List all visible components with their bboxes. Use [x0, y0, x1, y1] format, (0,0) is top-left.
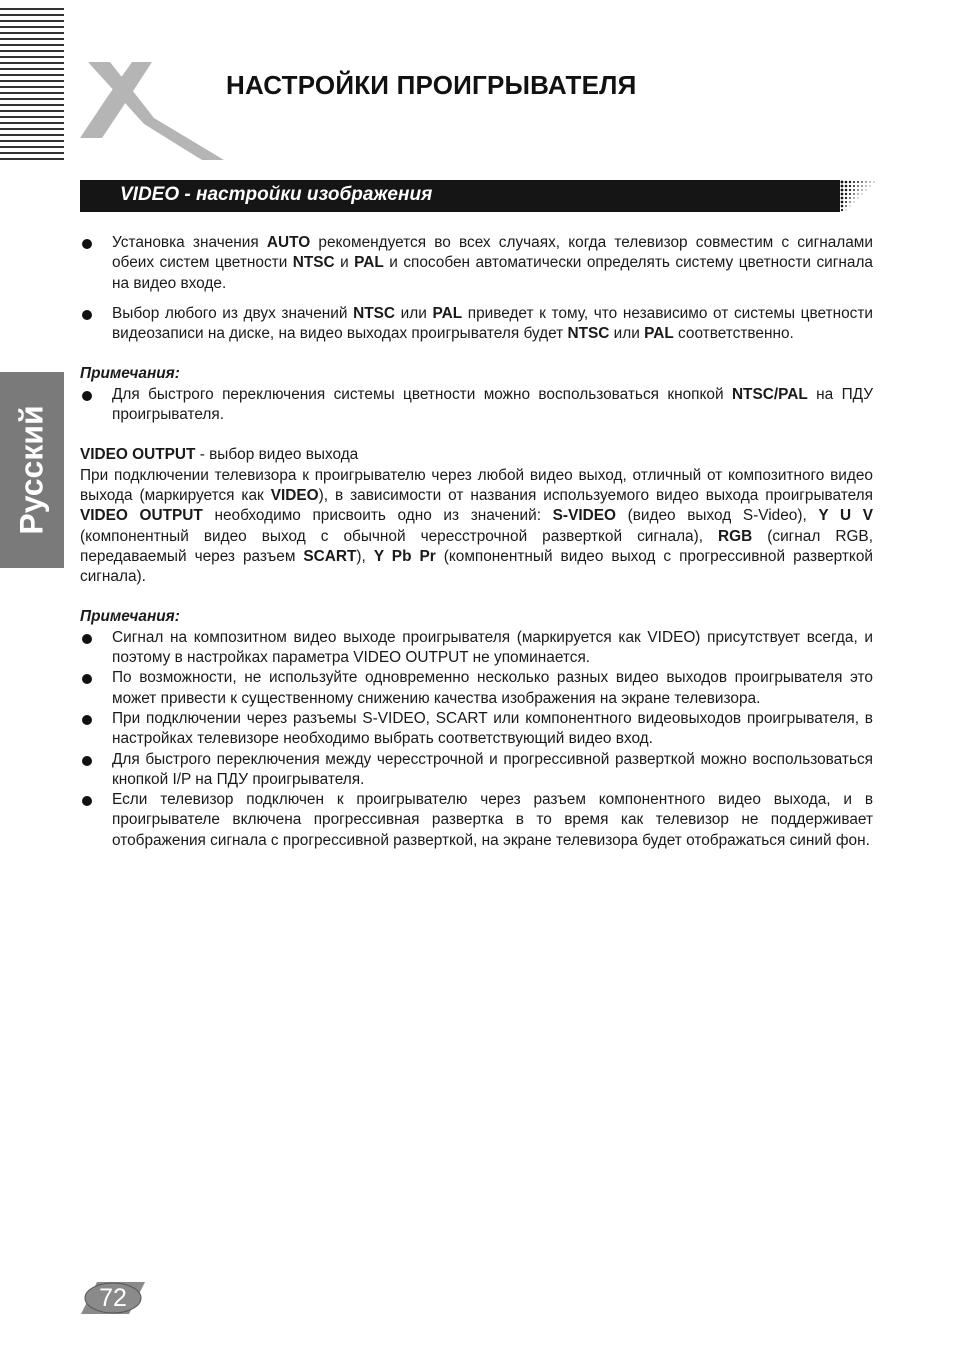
note-item: Сигнал на композитном видео выходе проигрывателя (маркируется как VIDEO) присутствует всегда, и поэтому в настройках параметра VIDEO OUTPUT не упоминается.	[80, 628, 873, 669]
bold-term: PAL	[644, 325, 674, 343]
language-side-tab	[0, 372, 64, 568]
halftone-dots-decoration	[840, 180, 880, 212]
bold-term: Y U V	[818, 507, 873, 525]
bold-term: SCART	[303, 547, 357, 565]
bold-term: S-VIDEO	[552, 507, 616, 525]
decorative-stripes	[0, 8, 64, 160]
intro-list	[80, 233, 873, 344]
note-item: Если телевизор подключен к проигрывателю через разъем компонентного видео выхода, и в проигрывателе включена прогрессивная развертка в то время как телевизор не поддерживает отображения сигнала с прогрессивной разверткой, на экране телевизора будет отображаться синий фон.	[80, 790, 873, 851]
bold-term: RGB	[718, 527, 753, 545]
bold-term: NTSC/PAL	[731, 385, 808, 403]
intro-item: Установка значения AUTO рекомендуется во всех случаях, когда телевизор совместим с сигналами обеих систем цветности NTSC и PAL и способен автоматически определять систему цветности сигнала на видео входе.	[80, 233, 873, 294]
bold-term: NTSC	[353, 304, 395, 322]
bold-term: PAL	[354, 254, 384, 272]
bold-term: Y Pb Pr	[373, 547, 436, 565]
page-number: 72	[99, 1284, 127, 1312]
bold-term: VIDEO OUTPUT	[80, 507, 203, 525]
note-item: Для быстрого переключения системы цветности можно воспользоваться кнопкой NTSC/PAL на ПДУ проигрывателя.	[80, 385, 873, 426]
intro-item: Выбор любого из двух значений NTSC или PAL приведет к тому, что независимо от системы цветности видеозаписи на диске, на видео выходах проигрывателя будет NTSC или PAL соответственно.	[80, 304, 873, 345]
video-output-title: VIDEO OUTPUT - выбор видео выхода	[80, 446, 359, 464]
video-output-description: При подключении телевизора к проигрывателю через любой видео выход, отличный от композитного видео выхода (маркируется как VIDEO), в зависимости от названия используемого видео выхода проигрывателя VIDEO OUTPUT необходимо присвоить одно из значений: S-VIDEO (видео выход S-Video), Y U V (компонентный видео выход с обычной чересстрочной разверткой сигнала), RGB (сигнал RGB, передаваемый через разъем SCART), Y Pb Pr (компонентный видео выход с прогрессивной разверткой сигнала).	[80, 466, 873, 586]
notes-heading: Примечания:	[80, 365, 180, 383]
section-header-bar	[80, 180, 840, 212]
main-content	[80, 233, 873, 851]
bold-term: PAL	[432, 304, 463, 322]
note-item: При подключении через разъемы S-VIDEO, SCART или компонентного видеовыходов проигрывателя, в настройках телевизоре необходимо выбрать соответствующий видео вход.	[80, 709, 873, 750]
x-logo-icon	[74, 58, 234, 166]
language-label: Русский	[13, 405, 50, 535]
bold-term: NTSC	[292, 254, 335, 272]
bold-term: AUTO	[266, 234, 311, 251]
section-title: VIDEO - настройки изображения	[120, 184, 433, 205]
note-item: По возможности, не используйте одновременно несколько разных видео выходов проигрывателя это может привести к существенному снижению качества изображения на экране телевизора.	[80, 668, 873, 709]
page-title: НАСТРОЙКИ ПРОИГРЫВАТЕЛЯ	[226, 70, 637, 100]
notes-list	[80, 628, 873, 851]
bold-term: NTSC	[567, 325, 610, 343]
bold-term: VIDEO	[270, 486, 319, 504]
bold-term: VIDEO OUTPUT	[80, 446, 196, 464]
notes-heading: Примечания:	[80, 608, 180, 626]
note-item: Для быстрого переключения между чересстрочной и прогрессивной разверткой можно воспользоваться кнопкой I/P на ПДУ проигрывателя.	[80, 750, 873, 791]
